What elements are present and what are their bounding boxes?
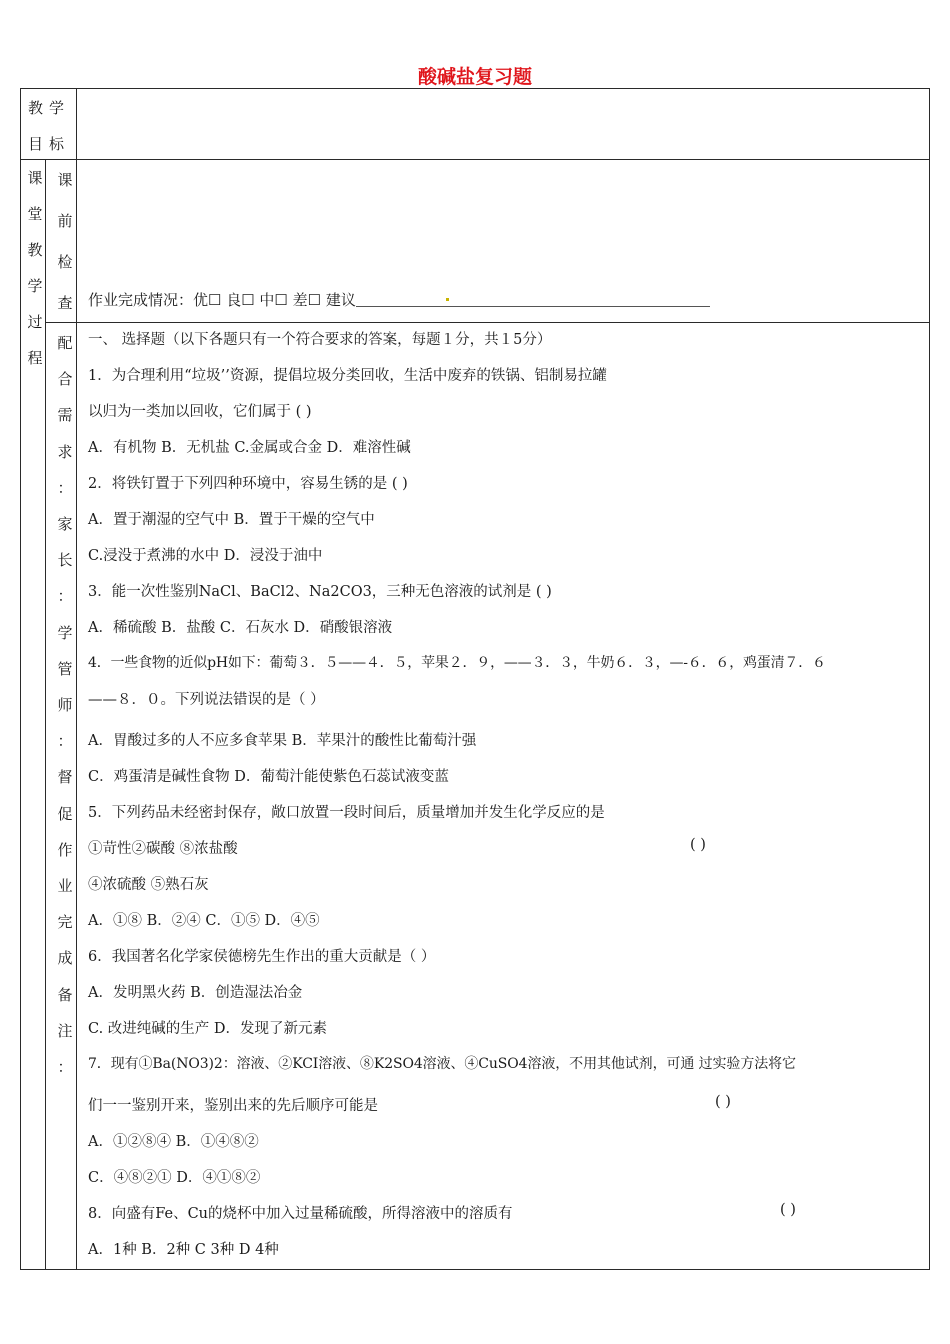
question-line: ①苛性②碳酸 ⑧浓盐酸 <box>88 841 238 857</box>
question-line: 6．我国著名化学家侯德榜先生作出的重大贡献是（ ） <box>88 949 436 965</box>
question-line: 8．向盛有Fe、Cu的烧杯中加入过量稀硫酸，所得溶液中的溶质有 <box>88 1206 513 1222</box>
question-line: 7．现有①Ba(NO3)2：溶液、②KCI溶液、⑧K2SO4溶液、④CuSO4溶液，不用其他试剂，可通 过实验方法将它 <box>88 1056 796 1072</box>
precheck-label: 课 前 检 查 <box>57 171 73 312</box>
suggestion-blank[interactable] <box>356 292 710 307</box>
question-line: A．有机物 B．无机盐 C.金属或合金 D．难溶性碱 <box>88 440 411 456</box>
question-line: ④浓硫酸 ⑤熟石灰 <box>88 877 209 893</box>
question-line: C. 改进纯碱的生产 D．发现了新元素 <box>88 1021 328 1037</box>
question-line: A．①②⑧④ B．①④⑧② <box>88 1134 259 1150</box>
question-line: A．发明黑火药 B．创造湿法冶金 <box>88 985 303 1001</box>
question-line: 4．一些食物的近似pH如下：葡萄３．５——４．５，苹果２．９，——３．３，牛奶６．３，—-６．６，鸡蛋清７．６ <box>88 655 826 671</box>
question-line: 们一一鉴别开来，鉴别出来的先后顺序可能是 <box>88 1098 378 1114</box>
question-line: C.浸没于煮沸的水中 D．浸没于油中 <box>88 548 323 564</box>
question-line: 一、 选择题（以下各题只有一个符合要求的答案，每题１分，共１5分） <box>88 332 552 348</box>
question-line: A．稀硫酸 B．盐酸 C．石灰水 D．硝酸银溶液 <box>88 620 393 636</box>
question-line: 5．下列药品未经密封保存，敞口放置一段时间后，质量增加并发生化学反应的是 <box>88 805 605 821</box>
question-line: ( ) <box>780 1202 796 1218</box>
question-line: A．①⑧ B．②④ C．①⑤ D．④⑤ <box>88 913 320 929</box>
homework-status: 作业完成情况：优☐ 良☐ 中☐ 差☐ 建议 <box>88 289 710 310</box>
question-line: ( ) <box>715 1094 731 1110</box>
question-line: A．胃酸过多的人不应多食苹果 B．苹果汁的酸性比葡萄汁强 <box>88 733 477 749</box>
goal-label: 教学目标 <box>28 99 71 153</box>
question-line: A．1种 B．2种 C 3种 D 4种 <box>88 1242 279 1258</box>
page-title: 酸碱盐复习题 <box>417 66 532 88</box>
process-label: 课 堂 教 学 过 程 <box>27 169 43 367</box>
question-line: ——８．０。下列说法错误的是（ ） <box>88 692 325 708</box>
question-line: ( ) <box>690 837 706 853</box>
question-line: 3．能一次性鉴别NaCl、BaCl2、Na2CO3，三种无色溶液的试剂是 ( ) <box>88 584 552 600</box>
row-divider-precheck <box>45 322 929 323</box>
match-label: 配 合 需 求 ： 家 长 ： 学 管 师 ： 督 促 作 业 完 成 备 注 ： <box>57 334 73 1077</box>
question-line: A．置于潮湿的空气中 B．置于干燥的空气中 <box>88 512 375 528</box>
row-divider-goal <box>21 159 929 160</box>
question-line: C．鸡蛋清是碱性食物 D．葡萄汁能使紫色石蕊试液变蓝 <box>88 769 449 785</box>
question-line: 1．为合理利用“垃圾’’资源，提倡垃圾分类回收，生活中废弃的铁锅、铝制易拉罐 <box>88 368 607 384</box>
question-line: 2．将铁钉置于下列四种环境中，容易生锈的是 ( ) <box>88 476 408 492</box>
question-line: C．④⑧②① D．④①⑧② <box>88 1170 261 1186</box>
question-line: 以归为一类加以回收，它们属于 ( ) <box>88 404 312 420</box>
lesson-table <box>20 88 930 1270</box>
